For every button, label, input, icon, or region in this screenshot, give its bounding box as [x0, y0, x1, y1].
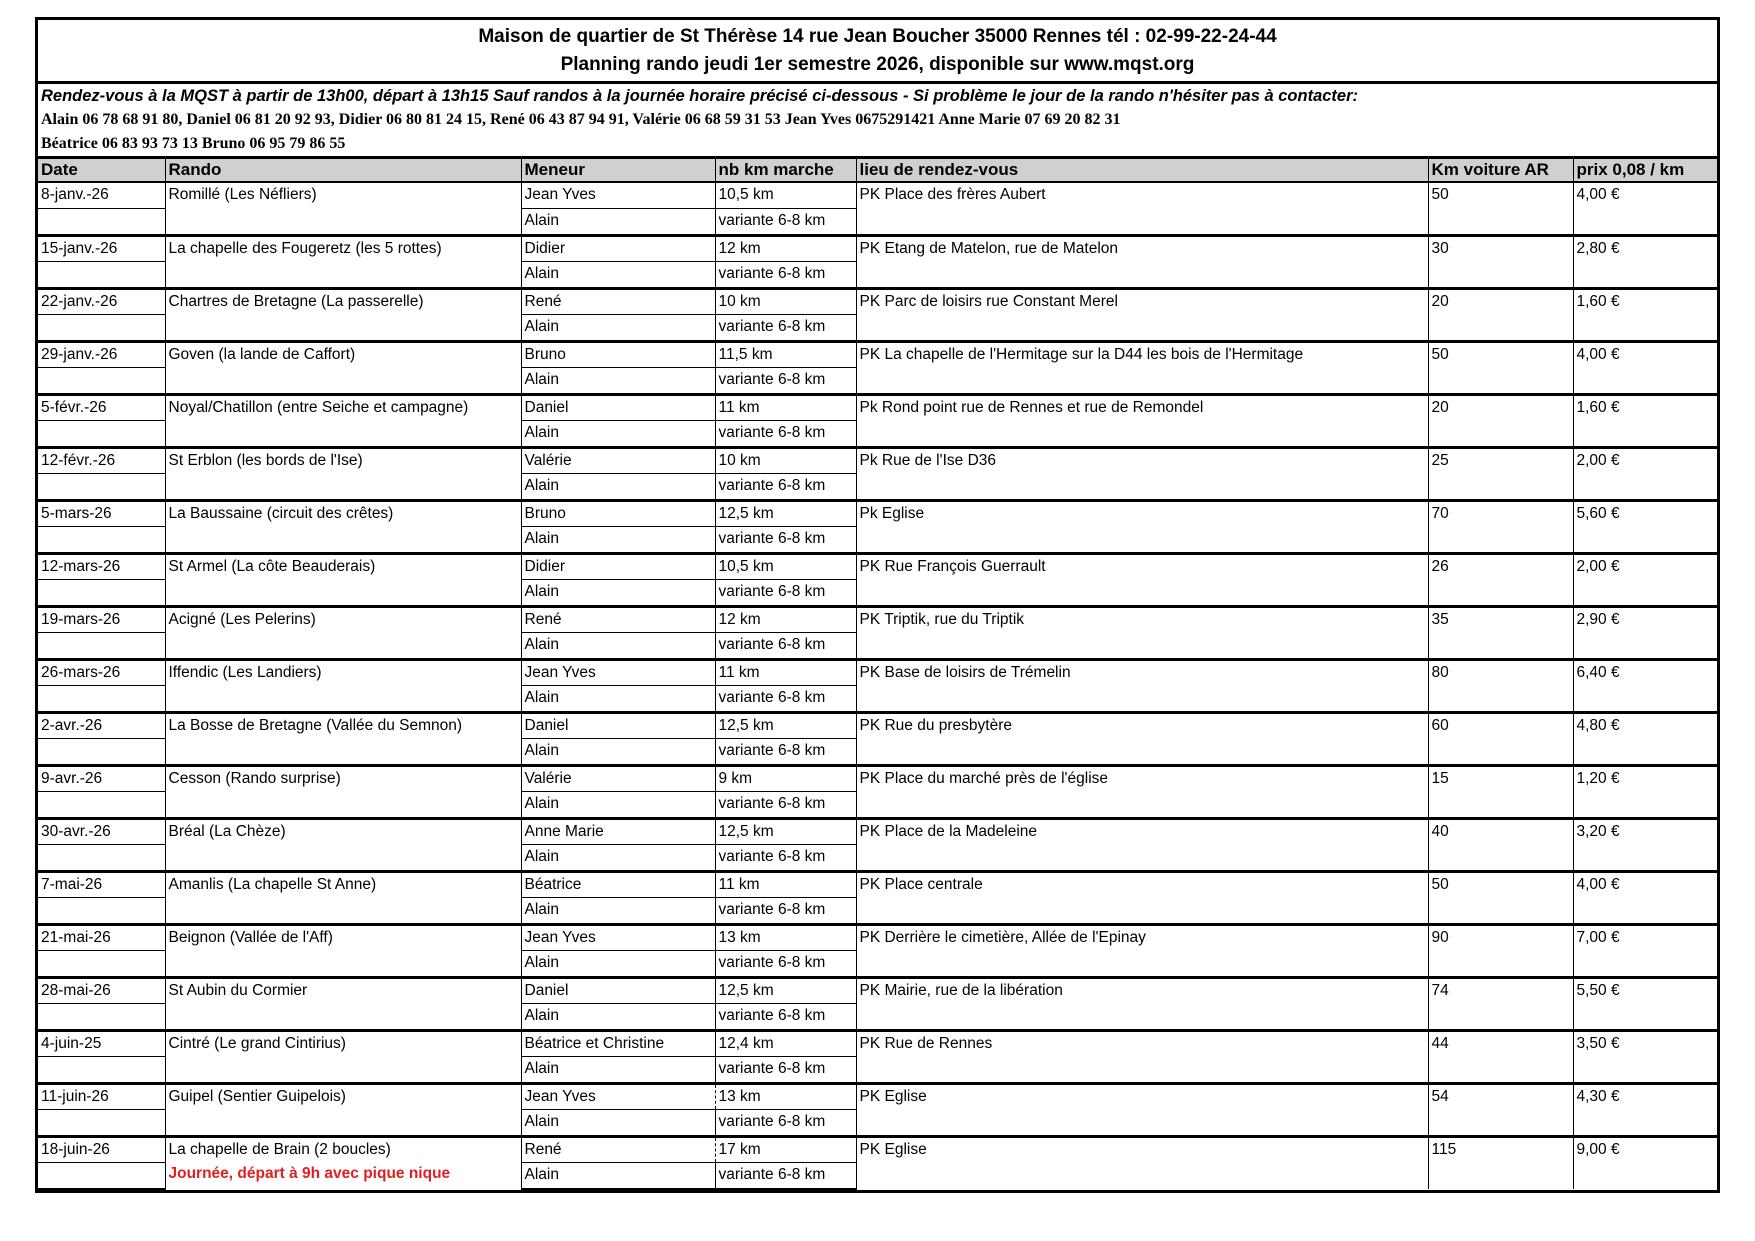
- meneur-cell: Daniel: [521, 712, 715, 739]
- date-cell-empty: [38, 898, 165, 925]
- meneur-variante-cell: Alain: [521, 262, 715, 289]
- date-cell-empty: [38, 262, 165, 289]
- date-cell-empty: [38, 686, 165, 713]
- date-cell-empty: [38, 633, 165, 660]
- column-header-meneur: Meneur: [521, 158, 715, 183]
- km-voiture-cell: 40: [1428, 818, 1573, 871]
- table-row: [38, 924, 1717, 951]
- meneur-cell: Daniel: [521, 394, 715, 421]
- date-cell: 19-mars-26: [38, 606, 165, 633]
- table-row: [38, 818, 1717, 845]
- date-cell: 18-juin-26: [38, 1136, 165, 1163]
- date-cell-empty: [38, 368, 165, 395]
- prix-cell: 5,50 €: [1573, 977, 1717, 1030]
- rando-name: Romillé (Les Néfliers): [168, 186, 317, 203]
- date-cell-empty: [38, 951, 165, 978]
- prix-cell: 1,60 €: [1573, 394, 1717, 447]
- rando-name: La Bosse de Bretagne (Vallée du Semnon): [168, 716, 463, 734]
- km-variante-cell: variante 6-8 km: [715, 262, 856, 289]
- lieu-cell: PK Triptik, rue du Triptik: [856, 606, 1428, 659]
- meneur-cell: Béatrice: [521, 871, 715, 898]
- lieu-cell: PK Place des frères Aubert: [856, 182, 1428, 235]
- date-cell: 28-mai-26: [38, 977, 165, 1004]
- km-marche-cell: 11 km: [715, 871, 856, 898]
- date-cell-empty: [38, 739, 165, 766]
- table-row: [38, 394, 1717, 421]
- km-variante-cell: variante 6-8 km: [715, 315, 856, 342]
- lieu-cell: Pk Eglise: [856, 500, 1428, 553]
- prix-cell: 4,00 €: [1573, 871, 1717, 924]
- km-variante-cell: variante 6-8 km: [715, 1057, 856, 1084]
- date-cell-empty: [38, 792, 165, 819]
- date-cell-empty: [38, 474, 165, 501]
- rando-name: La Baussaine (circuit des crêtes): [168, 504, 394, 522]
- km-marche-cell: 12,5 km: [715, 977, 856, 1004]
- meneur-variante-cell: Alain: [521, 898, 715, 925]
- table-row: [38, 606, 1717, 633]
- km-voiture-cell: 90: [1428, 924, 1573, 977]
- contacts-line-1: Alain 06 78 68 91 80, Daniel 06 81 20 92 93, Didier 06 80 81 24 15, René 06 43 87 94 91, Valérie 06 68 59 31 53 Jean Yves 0675291421 Anne Marie 07 69 20 82 31: [41, 111, 1121, 128]
- prix-cell: 9,00 €: [1573, 1136, 1717, 1189]
- table-row: [38, 871, 1717, 898]
- title-block: [38, 20, 1717, 84]
- rando-cell: [165, 712, 521, 765]
- rando-cell: [165, 606, 521, 659]
- table-body: [38, 182, 1717, 1189]
- rando-cell: [165, 1136, 521, 1189]
- prix-cell: 2,00 €: [1573, 447, 1717, 500]
- table-row: [38, 977, 1717, 1004]
- km-variante-cell: variante 6-8 km: [715, 209, 856, 236]
- date-cell-empty: [38, 1110, 165, 1137]
- rando-cell: [165, 182, 521, 235]
- column-header-lieu: lieu de rendez-vous: [856, 158, 1428, 183]
- rando-name: Goven (la lande de Caffort): [168, 345, 356, 363]
- date-cell: 26-mars-26: [38, 659, 165, 686]
- meneur-variante-cell: Alain: [521, 421, 715, 448]
- prix-cell: 4,00 €: [1573, 341, 1717, 394]
- meneur-variante-cell: Alain: [521, 580, 715, 607]
- meneur-variante-cell: Alain: [521, 951, 715, 978]
- rando-cell: [165, 235, 521, 288]
- km-marche-cell: 11,5 km: [715, 341, 856, 368]
- date-cell-empty: [38, 845, 165, 872]
- km-variante-cell: variante 6-8 km: [715, 792, 856, 819]
- km-marche-cell: 10,5 km: [715, 553, 856, 580]
- meneur-cell: Didier: [521, 235, 715, 262]
- meneur-cell: Jean Yves: [521, 659, 715, 686]
- km-voiture-cell: 25: [1428, 447, 1573, 500]
- rando-cell: [165, 659, 521, 712]
- km-voiture-cell: 30: [1428, 235, 1573, 288]
- rando-cell: [165, 924, 521, 977]
- km-voiture-cell: 115: [1428, 1136, 1573, 1189]
- meneur-variante-cell: Alain: [521, 1004, 715, 1031]
- rando-cell: [165, 1030, 521, 1083]
- date-cell: 11-juin-26: [38, 1083, 165, 1110]
- km-variante-cell: variante 6-8 km: [715, 898, 856, 925]
- km-marche-cell: 10 km: [715, 288, 856, 315]
- meneur-variante-cell: Alain: [521, 686, 715, 713]
- meneur-cell: Jean Yves: [521, 1083, 715, 1110]
- meneur-cell: René: [521, 288, 715, 315]
- km-marche-cell: 11 km: [715, 659, 856, 686]
- date-cell-empty: [38, 1004, 165, 1031]
- lieu-cell: PK Rue du presbytère: [856, 712, 1428, 765]
- km-marche-cell: 17 km: [715, 1136, 856, 1163]
- date-cell: 15-janv.-26: [38, 235, 165, 262]
- rando-name: Noyal/Chatillon (entre Seiche et campagne): [168, 398, 469, 416]
- date-cell: 2-avr.-26: [38, 712, 165, 739]
- lieu-cell: PK Place de la Madeleine: [856, 818, 1428, 871]
- prix-cell: 6,40 €: [1573, 659, 1717, 712]
- km-variante-cell: variante 6-8 km: [715, 1163, 856, 1190]
- rando-name: Acigné (Les Pelerins): [168, 610, 316, 628]
- meneur-cell: Béatrice et Christine: [521, 1030, 715, 1057]
- table-row: [38, 288, 1717, 315]
- km-voiture-cell: 74: [1428, 977, 1573, 1030]
- meneur-cell: Anne Marie: [521, 818, 715, 845]
- planning-table: [38, 156, 1717, 1191]
- contacts-line-2: Béatrice 06 83 93 73 13 Bruno 06 95 79 86 55: [41, 135, 346, 152]
- prix-cell: 2,00 €: [1573, 553, 1717, 606]
- rando-cell: [165, 553, 521, 606]
- km-variante-cell: variante 6-8 km: [715, 845, 856, 872]
- rando-note: Journée, départ à 9h avec pique nique: [168, 1164, 451, 1182]
- rando-name: Cesson (Rando surprise): [168, 769, 341, 787]
- km-marche-cell: 13 km: [715, 1083, 856, 1110]
- km-voiture-cell: 50: [1428, 341, 1573, 394]
- km-voiture-cell: 44: [1428, 1030, 1573, 1083]
- rando-name: Amanlis (La chapelle St Anne): [168, 875, 377, 893]
- meneur-variante-cell: Alain: [521, 792, 715, 819]
- meneur-variante-cell: Alain: [521, 1163, 715, 1190]
- table-row: [38, 765, 1717, 792]
- date-cell: 22-janv.-26: [38, 288, 165, 315]
- date-cell: 30-avr.-26: [38, 818, 165, 845]
- prix-cell: 4,00 €: [1573, 182, 1717, 235]
- km-voiture-cell: 60: [1428, 712, 1573, 765]
- km-marche-cell: 13 km: [715, 924, 856, 951]
- km-voiture-cell: 70: [1428, 500, 1573, 553]
- prix-cell: 7,00 €: [1573, 924, 1717, 977]
- column-header-km-voiture: Km voiture AR: [1428, 158, 1573, 183]
- km-voiture-cell: 35: [1428, 606, 1573, 659]
- km-voiture-cell: 15: [1428, 765, 1573, 818]
- meeting-instructions: Rendez-vous à la MQST à partir de 13h00, départ à 13h15 Sauf randos à la journée horaire précisé ci-dessous - Si problème le jour de la rando n'hésiter pas à contacter:: [41, 87, 1359, 105]
- prix-cell: 1,20 €: [1573, 765, 1717, 818]
- rando-name: Cintré (Le grand Cintirius): [168, 1034, 346, 1052]
- km-variante-cell: variante 6-8 km: [715, 1004, 856, 1031]
- table-row: [38, 553, 1717, 580]
- km-variante-cell: variante 6-8 km: [715, 527, 856, 554]
- km-voiture-cell: 20: [1428, 288, 1573, 341]
- date-cell-empty: [38, 209, 165, 236]
- table-row: [38, 182, 1717, 209]
- prix-cell: 3,20 €: [1573, 818, 1717, 871]
- meneur-variante-cell: Alain: [521, 315, 715, 342]
- lieu-cell: PK Derrière le cimetière, Allée de l'Epinay: [856, 924, 1428, 977]
- rando-cell: [165, 871, 521, 924]
- rando-name: Iffendic (Les Landiers): [168, 663, 322, 681]
- meneur-variante-cell: Alain: [521, 1057, 715, 1084]
- km-voiture-cell: 50: [1428, 182, 1573, 235]
- date-cell: 4-juin-25: [38, 1030, 165, 1057]
- lieu-cell: PK La chapelle de l'Hermitage sur la D44 les bois de l'Hermitage: [856, 341, 1428, 394]
- km-marche-cell: 12 km: [715, 235, 856, 262]
- rando-name: Guipel (Sentier Guipelois): [168, 1087, 346, 1105]
- rando-cell: [165, 765, 521, 818]
- rando-cell: [165, 394, 521, 447]
- km-voiture-cell: 26: [1428, 553, 1573, 606]
- title-address: Maison de quartier de St Thérèse 14 rue Jean Boucher 35000 Rennes tél : 02-99-22-24-44: [478, 26, 1277, 47]
- meneur-cell: Jean Yves: [521, 182, 715, 209]
- meneur-variante-cell: Alain: [521, 368, 715, 395]
- km-voiture-cell: 50: [1428, 871, 1573, 924]
- date-cell: 8-janv.-26: [41, 186, 109, 203]
- meneur-cell: Bruno: [521, 341, 715, 368]
- title-planning: Planning rando jeudi 1er semestre 2026, disponible sur www.mqst.org: [560, 54, 1195, 75]
- meneur-cell: Bruno: [521, 500, 715, 527]
- prix-cell: 2,90 €: [1573, 606, 1717, 659]
- rando-name: La chapelle des Fougeretz (les 5 rottes): [168, 239, 442, 257]
- table-row: [38, 712, 1717, 739]
- prix-cell: 4,80 €: [1573, 712, 1717, 765]
- date-cell: 5-mars-26: [38, 500, 165, 527]
- table-row: [38, 1083, 1717, 1110]
- km-variante-cell: variante 6-8 km: [715, 474, 856, 501]
- rando-cell: [165, 288, 521, 341]
- date-cell: 5-févr.-26: [38, 394, 165, 421]
- km-variante-cell: variante 6-8 km: [715, 633, 856, 660]
- meneur-variante-cell: Alain: [521, 209, 715, 236]
- date-cell: 9-avr.-26: [38, 765, 165, 792]
- lieu-cell: PK Rue de Rennes: [856, 1030, 1428, 1083]
- prix-cell: 3,50 €: [1573, 1030, 1717, 1083]
- info-block: [38, 84, 1717, 160]
- date-cell: 12-févr.-26: [38, 447, 165, 474]
- lieu-cell: PK Parc de loisirs rue Constant Merel: [856, 288, 1428, 341]
- km-marche-cell: 9 km: [715, 765, 856, 792]
- lieu-cell: Pk Rond point rue de Rennes et rue de Remondel: [856, 394, 1428, 447]
- lieu-cell: PK Etang de Matelon, rue de Matelon: [856, 235, 1428, 288]
- lieu-cell: PK Mairie, rue de la libération: [856, 977, 1428, 1030]
- km-variante-cell: variante 6-8 km: [715, 686, 856, 713]
- column-header-prix: prix 0,08 / km: [1573, 158, 1717, 183]
- lieu-cell: PK Eglise: [856, 1083, 1428, 1136]
- km-voiture-cell: 54: [1428, 1083, 1573, 1136]
- lieu-cell: Pk Rue de l'Ise D36: [856, 447, 1428, 500]
- lieu-cell: PK Rue François Guerrault: [856, 553, 1428, 606]
- date-cell: 12-mars-26: [38, 553, 165, 580]
- date-cell: 29-janv.-26: [38, 341, 165, 368]
- rando-cell: [165, 818, 521, 871]
- table-row: [38, 235, 1717, 262]
- meneur-cell: Valérie: [521, 765, 715, 792]
- km-marche-cell: 11 km: [715, 394, 856, 421]
- table-row: [38, 341, 1717, 368]
- date-cell-empty: [38, 1163, 165, 1190]
- rando-name: St Aubin du Cormier: [168, 981, 308, 999]
- column-header-date: Date: [38, 158, 165, 183]
- meneur-cell: René: [521, 606, 715, 633]
- km-variante-cell: variante 6-8 km: [715, 951, 856, 978]
- lieu-cell: PK Base de loisirs de Trémelin: [856, 659, 1428, 712]
- prix-cell: 1,60 €: [1573, 288, 1717, 341]
- meneur-cell: Didier: [521, 553, 715, 580]
- table-row: [38, 659, 1717, 686]
- table-row: [38, 500, 1717, 527]
- rando-cell: [165, 447, 521, 500]
- meneur-variante-cell: Alain: [521, 474, 715, 501]
- meneur-variante-cell: Alain: [521, 845, 715, 872]
- km-marche-cell: 12,4 km: [715, 1030, 856, 1057]
- rando-name: La chapelle de Brain (2 boucles): [168, 1140, 391, 1158]
- rando-name: Chartres de Bretagne (La passerelle): [168, 292, 424, 310]
- date-cell-empty: [38, 315, 165, 342]
- table-row: [38, 1136, 1717, 1163]
- km-variante-cell: variante 6-8 km: [715, 1110, 856, 1137]
- km-marche-cell: 10,5 km: [715, 182, 856, 209]
- column-header-rando: Rando: [165, 158, 521, 183]
- km-voiture-cell: 20: [1428, 394, 1573, 447]
- meneur-variante-cell: Alain: [521, 633, 715, 660]
- date-cell-empty: [38, 580, 165, 607]
- km-voiture-cell: 80: [1428, 659, 1573, 712]
- km-marche-cell: 12,5 km: [715, 818, 856, 845]
- rando-cell: [165, 977, 521, 1030]
- rando-name: St Erblon (les bords de l'Ise): [168, 451, 363, 469]
- rando-name: Beignon (Vallée de l'Aff): [168, 928, 333, 946]
- lieu-cell: PK Place centrale: [856, 871, 1428, 924]
- rando-cell: [165, 500, 521, 553]
- rando-name: Bréal (La Chèze): [168, 822, 286, 840]
- km-variante-cell: variante 6-8 km: [715, 421, 856, 448]
- km-marche-cell: 12 km: [715, 606, 856, 633]
- km-marche-cell: 10 km: [715, 447, 856, 474]
- meneur-cell: René: [521, 1136, 715, 1163]
- prix-cell: 5,60 €: [1573, 500, 1717, 553]
- date-cell-empty: [38, 421, 165, 448]
- prix-cell: 2,80 €: [1573, 235, 1717, 288]
- meneur-cell: Valérie: [521, 447, 715, 474]
- table-row: [38, 1030, 1717, 1057]
- km-variante-cell: variante 6-8 km: [715, 580, 856, 607]
- km-marche-cell: 12,5 km: [715, 712, 856, 739]
- meneur-cell: Jean Yves: [521, 924, 715, 951]
- date-cell: 7-mai-26: [38, 871, 165, 898]
- km-variante-cell: variante 6-8 km: [715, 368, 856, 395]
- rando-name: St Armel (La côte Beauderais): [168, 557, 376, 575]
- meneur-cell: Daniel: [521, 977, 715, 1004]
- table-header-row: [38, 158, 1717, 183]
- rando-cell: [165, 1083, 521, 1136]
- km-marche-cell: 12,5 km: [715, 500, 856, 527]
- date-cell-empty: [38, 1057, 165, 1084]
- rando-cell: [165, 341, 521, 394]
- prix-cell: 4,30 €: [1573, 1083, 1717, 1136]
- km-variante-cell: variante 6-8 km: [715, 739, 856, 766]
- column-header-km-marche: nb km marche: [715, 158, 856, 183]
- meneur-variante-cell: Alain: [521, 739, 715, 766]
- lieu-cell: PK Place du marché près de l'église: [856, 765, 1428, 818]
- table-row: [38, 447, 1717, 474]
- lieu-cell: PK Eglise: [856, 1136, 1428, 1189]
- date-cell: 21-mai-26: [38, 924, 165, 951]
- date-cell-empty: [38, 527, 165, 554]
- meneur-variante-cell: Alain: [521, 1110, 715, 1137]
- planning-sheet: [35, 17, 1720, 1193]
- meneur-variante-cell: Alain: [521, 527, 715, 554]
